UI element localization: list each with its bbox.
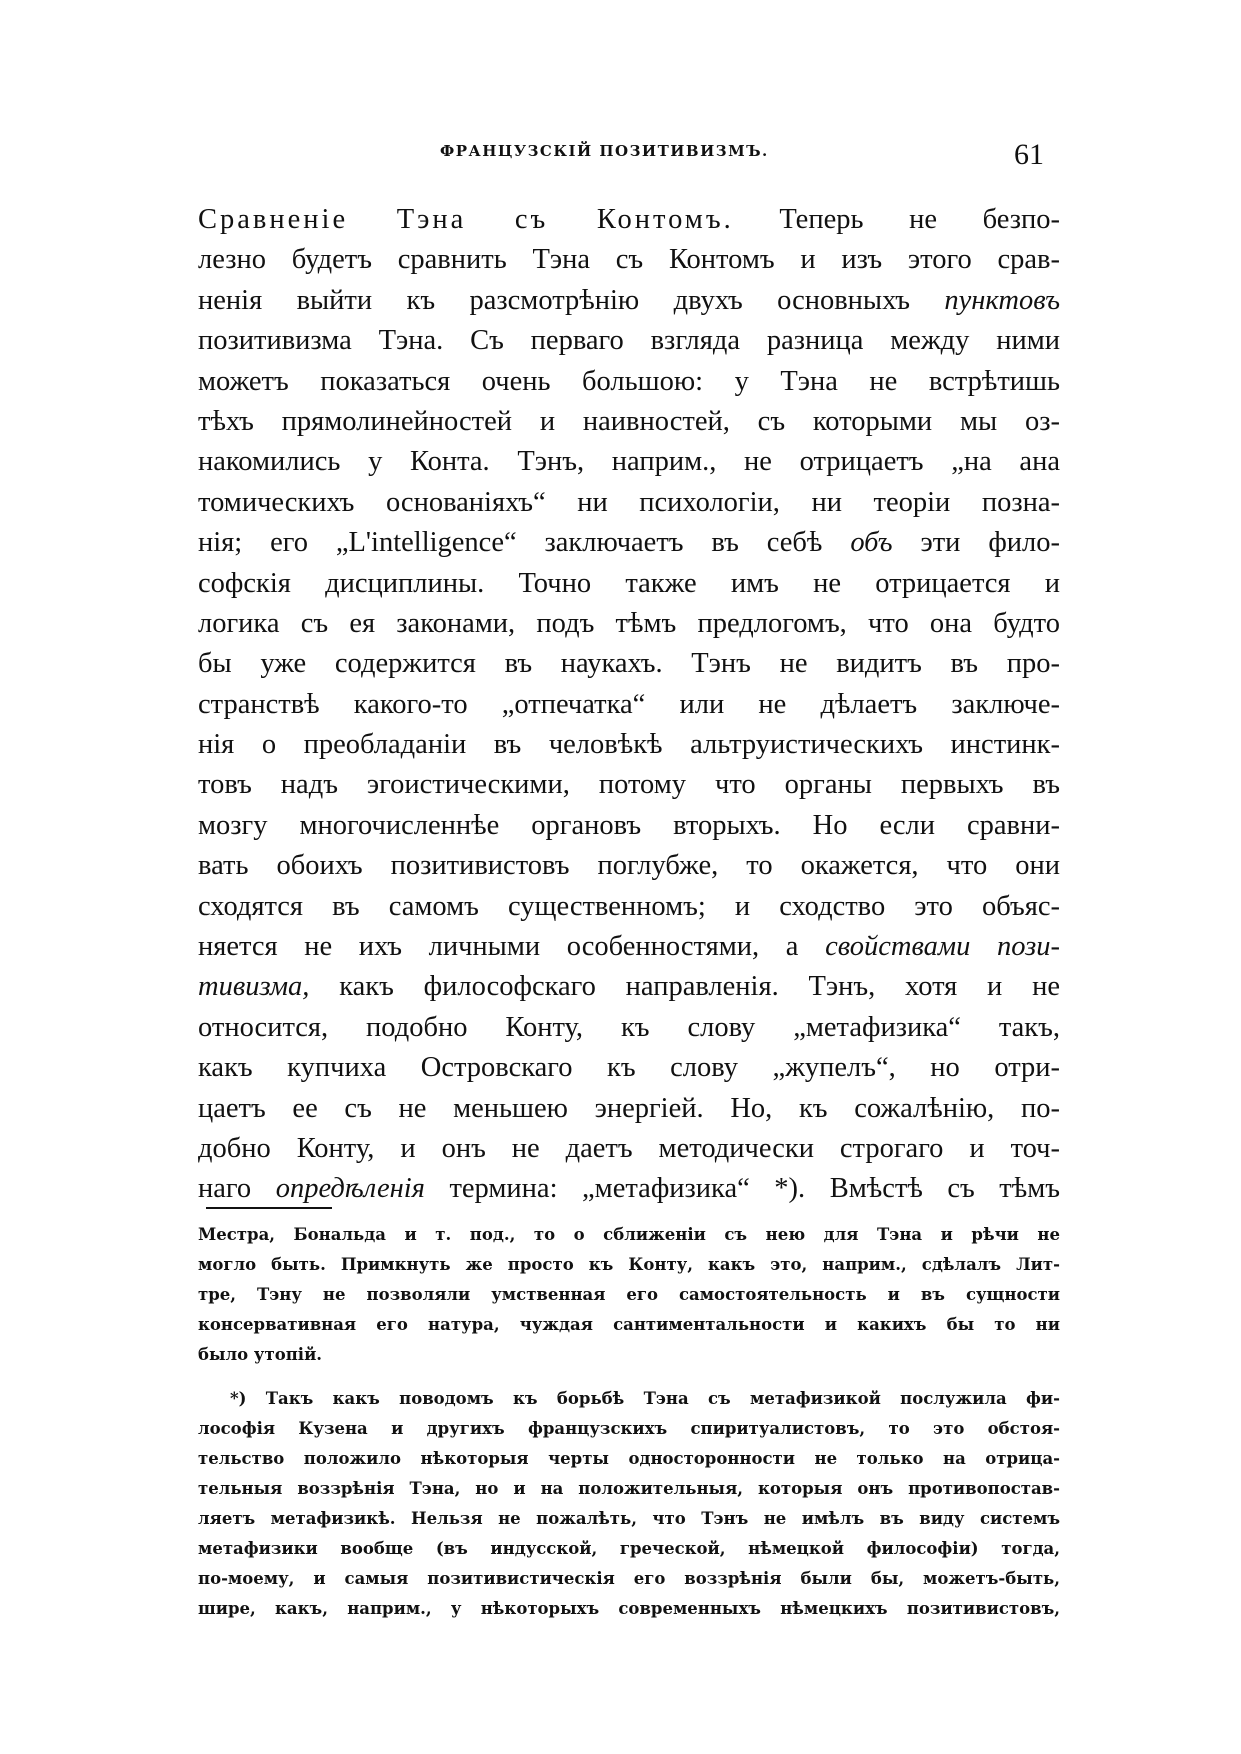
footnote-line: тельныя воззрѣнія Тэна, но и на положительныя, которыя онъ противопостав- xyxy=(198,1479,1060,1498)
text-span: эти фило- xyxy=(920,527,1061,559)
text-line xyxy=(198,523,1060,563)
emphasis: тивизма, xyxy=(198,971,310,1003)
text-line: нія о преобладаніи въ человѣкѣ альтруистическихъ инстинк- xyxy=(198,729,1060,761)
main-text xyxy=(198,200,1060,1210)
text-span: наго xyxy=(198,1173,252,1205)
text-line: вать обоихъ позитивистовъ поглубже, то окажется, что они xyxy=(198,850,1060,882)
text-span: няется не ихъ личными особенностями, а xyxy=(198,931,799,963)
footnotes xyxy=(198,1220,1060,1624)
footnote-line: шире, какъ, наприм., у нѣкоторыхъ современныхъ нѣмецкихъ позитивистовъ, xyxy=(198,1599,1060,1618)
text-line: бы уже содержится въ наукахъ. Тэнъ не видитъ въ про- xyxy=(198,648,1060,680)
footnote-line: Местра, Бональда и т. под., то о сближеніи съ нею для Тэна и рѣчи не xyxy=(198,1225,1060,1244)
footnote-line: консервативная его натура, чуждая сантиментальности и какихъ бы то ни xyxy=(198,1315,1060,1334)
section-lead: Сравненіе Тэна съ Контомъ. xyxy=(198,204,734,235)
text-span: нія; его „L'intelligence“ заключаетъ въ себѣ xyxy=(198,527,823,559)
text-line xyxy=(198,1169,1060,1209)
emphasis: свойствами пози- xyxy=(825,931,1060,963)
footnote-line: *) Такъ какъ поводомъ къ борьбѣ Тэна съ метафизикой послужила фи- xyxy=(230,1389,1060,1408)
footnote-line: ляетъ метафизикѣ. Нельзя не пожалѣть, что Тэнъ не имѣлъ въ виду системъ xyxy=(198,1509,1060,1528)
text-line: странствѣ какого-то „отпечатка“ или не дѣлаетъ заключе- xyxy=(198,688,1060,720)
text-line: можетъ показаться очень большою: у Тэна не встрѣтишь xyxy=(198,365,1060,397)
page-number: 61 xyxy=(1014,138,1044,171)
emphasis: опредѣленія xyxy=(275,1173,425,1205)
text-line xyxy=(198,927,1060,967)
text-line: томическихъ основаніяхъ“ ни психологіи, ни теоріи позна- xyxy=(198,486,1060,518)
text-line: тѣхъ прямолинейностей и наивностей, съ которыми мы оз- xyxy=(198,405,1060,437)
text-line xyxy=(198,200,1060,240)
text-span: термина: „метафизика“ *). Вмѣстѣ съ тѣмъ xyxy=(449,1173,1060,1205)
footnote-line: лософія Кузена и другихъ французскихъ спиритуалистовъ, то это обстоя- xyxy=(198,1419,1060,1438)
text-line: добно Конту, и онъ не даетъ методически строгаго и точ- xyxy=(198,1132,1060,1164)
text-line: лезно будетъ сравнить Тэна съ Контомъ и изъ этого срав- xyxy=(198,244,1060,276)
running-head: ФРАНЦУЗСКІЙ ПОЗИТИВИЗМЪ. xyxy=(440,142,769,160)
text-line: мозгу многочисленнѣе органовъ вторыхъ. Но если сравни- xyxy=(198,809,1060,841)
text-span: какъ философскаго направленія. Тэнъ, хотя и не xyxy=(339,971,1061,1003)
footnote-line: метафизики вообще (въ индусской, греческой, нѣмецкой философіи) тогда, xyxy=(198,1539,1060,1558)
text-line: сходятся въ самомъ существенномъ; и сходство это объяс- xyxy=(198,890,1060,922)
text-span: Теперь не безпо- xyxy=(779,204,1061,235)
footnote-line: тельство положило нѣкоторыя черты односторонности не только на отрица- xyxy=(198,1449,1060,1468)
text-span: ненія выйти къ разсмотрѣнію двухъ основныхъ xyxy=(198,284,910,316)
footnote-line: могло быть. Примкнуть же просто къ Конту, какъ это, наприм., сдѣлалъ Лит- xyxy=(198,1255,1060,1274)
text-line: софскія дисциплины. Точно также имъ не отрицается и xyxy=(198,567,1060,599)
footnote-line: по-моему, и самыя позитивистическія его воззрѣнія были бы, можетъ-быть, xyxy=(198,1569,1060,1588)
footnote-gap xyxy=(198,1370,1060,1384)
emphasis: объ xyxy=(850,527,893,559)
footnote-line: было утопій. xyxy=(198,1345,323,1364)
text-line: цаетъ ее съ не меньшею энергіей. Но, къ сожалѣнію, по- xyxy=(198,1092,1060,1124)
text-line: логика съ ея законами, подъ тѣмъ предлогомъ, что она будто xyxy=(198,607,1060,639)
text-line xyxy=(198,967,1060,1007)
text-line: товъ надъ эгоистическими, потому что органы первыхъ въ xyxy=(198,769,1060,801)
text-line: позитивизма Тэна. Съ перваго взгляда разница между ними xyxy=(198,325,1060,357)
text-line: накомились у Конта. Тэнъ, наприм., не отрицаетъ „на ана xyxy=(198,446,1060,478)
text-line xyxy=(198,281,1060,321)
footnote-rule xyxy=(206,1207,332,1209)
text-line: относится, подобно Конту, къ слову „метафизика“ такъ, xyxy=(198,1011,1060,1043)
footnote-line: тре, Тэну не позволяли умственная его самостоятельность и въ сущности xyxy=(198,1285,1060,1304)
emphasis: пунктовъ xyxy=(944,284,1060,316)
text-line: какъ купчиха Островскаго къ слову „жупелъ“, но отри- xyxy=(198,1052,1060,1084)
